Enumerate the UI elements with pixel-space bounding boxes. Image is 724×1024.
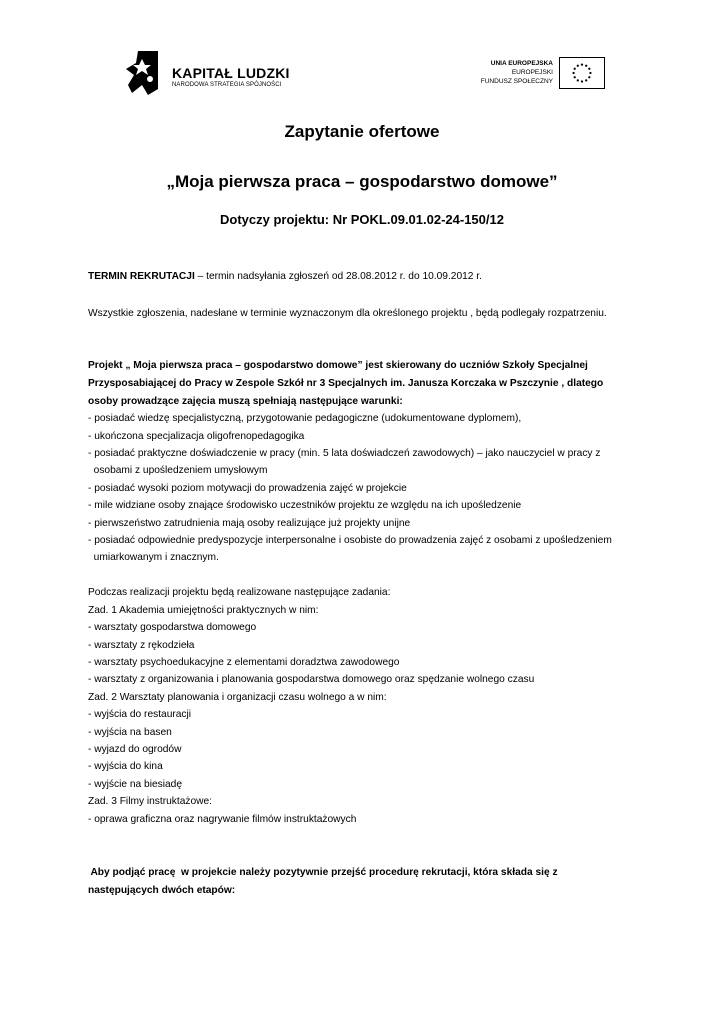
task-item: - warsztaty z organizowania i planowania gospodarstwa domowego oraz spędzanie wolnego czasu: [88, 674, 535, 685]
condition-item: - posiadać praktyczne doświadczenie w pracy (min. 5 lata doświadczeń zawodowych) – jako nauczyciel w pracy z: [88, 448, 601, 459]
task-item: Zad. 3 Filmy instruktażowe:: [88, 796, 212, 807]
recruitment-dates: – termin nadsyłania zgłoszeń od 28.08.2012 r. do 10.09.2012 r.: [194, 271, 482, 282]
task-item: Zad. 1 Akademia umiejętności praktycznych w nim:: [88, 605, 319, 616]
document-title: Zapytanie ofertowe: [284, 122, 440, 141]
recruitment-deadline: [88, 270, 482, 283]
eu-flag-icon: [559, 57, 605, 89]
intro-line: osoby prowadzące zajęcia muszą spełniają następujące warunki:: [88, 396, 403, 407]
condition-item: - posiadać odpowiednie predyspozycje interpersonalne i osobiste do prowadzenia zajęć z osobami z upośledzeniem: [88, 535, 612, 546]
task-item: - oprawa graficzna oraz nagrywanie filmów instruktażowych: [88, 814, 357, 825]
task-item: - warsztaty psychoedukacyjne z elementami doradztwa zawodowego: [88, 657, 400, 668]
condition-item: - pierwszeństwo zatrudnienia mają osoby realizujące już projekty unijne: [88, 518, 411, 529]
applications-note: Wszystkie zgłoszenia, nadesłane w terminie wyznaczonym dla określonego projektu , będą podlegały rozpatrzeniu.: [88, 308, 607, 319]
condition-item: osobami z upośledzeniem umysłowym: [88, 465, 268, 476]
condition-item: - posiadać wiedzę specjalistyczną, przygotowanie pedagogiczne (udokumentowane dyplomem),: [88, 413, 522, 424]
recruitment-label: TERMIN REKRUTACJI: [88, 271, 195, 282]
kapital-ludzki-logo: [124, 49, 290, 97]
task-item: - wyjazd do ogrodów: [88, 744, 182, 755]
task-item: - warsztaty gospodarstwa domowego: [88, 622, 257, 633]
task-item: - wyjścia na basen: [88, 727, 172, 738]
kapital-ludzki-emblem-icon: [124, 49, 162, 97]
task-item: - warsztaty z rękodzieła: [88, 640, 195, 651]
closing-line: następujących dwóch etapów:: [88, 885, 236, 896]
tasks-intro: Podczas realizacji projektu będą realizowane następujące zadania:: [88, 587, 391, 598]
kapital-ludzki-subtitle: NARODOWA STRATEGIA SPÓJNOŚCI: [172, 82, 282, 88]
task-item: - wyjścia do restauracji: [88, 709, 192, 720]
eu-logo-line1: UNIA EUROPEJSKA: [490, 60, 553, 67]
project-reference: Dotyczy projektu: Nr POKL.09.01.02-24-150/12: [220, 212, 504, 227]
condition-item: - ukończona specjalizacja oligofrenopedagogika: [88, 431, 305, 442]
condition-item: - posiadać wysoki poziom motywacji do prowadzenia zajęć w projekcie: [88, 483, 407, 494]
project-title: „Moja pierwsza praca – gospodarstwo domowe”: [166, 172, 558, 191]
eu-logo-text: [481, 59, 553, 86]
eu-logo: [460, 57, 605, 91]
task-item: - wyjście na biesiadę: [88, 779, 182, 790]
intro-line: Projekt „ Moja pierwsza praca – gospodarstwo domowe” jest skierowany do uczniów Szkoły Specjalnej: [88, 360, 588, 371]
task-item: Zad. 2 Warsztaty planowania i organizacji czasu wolnego a w nim:: [88, 692, 387, 703]
condition-item: - mile widziane osoby znające środowisko uczestników projektu ze względu na ich upośledzenie: [88, 500, 522, 511]
closing-line: Aby podjąć pracę w projekcie należy pozytywnie przejść procedurę rekrutacji, która składa się z: [88, 867, 558, 878]
task-item: - wyjścia do kina: [88, 761, 163, 772]
intro-line: Przysposabiającej do Pracy w Zespole Szkół nr 3 Specjalnych im. Janusza Korczaka w Pszczynie , dlatego: [88, 378, 604, 389]
eu-logo-line3: FUNDUSZ SPOŁECZNY: [480, 78, 553, 85]
condition-item: umiarkowanym i znacznym.: [88, 552, 219, 563]
eu-logo-line2: EUROPEJSKI: [511, 69, 553, 76]
kapital-ludzki-name: KAPITAŁ LUDZKI: [172, 65, 290, 81]
